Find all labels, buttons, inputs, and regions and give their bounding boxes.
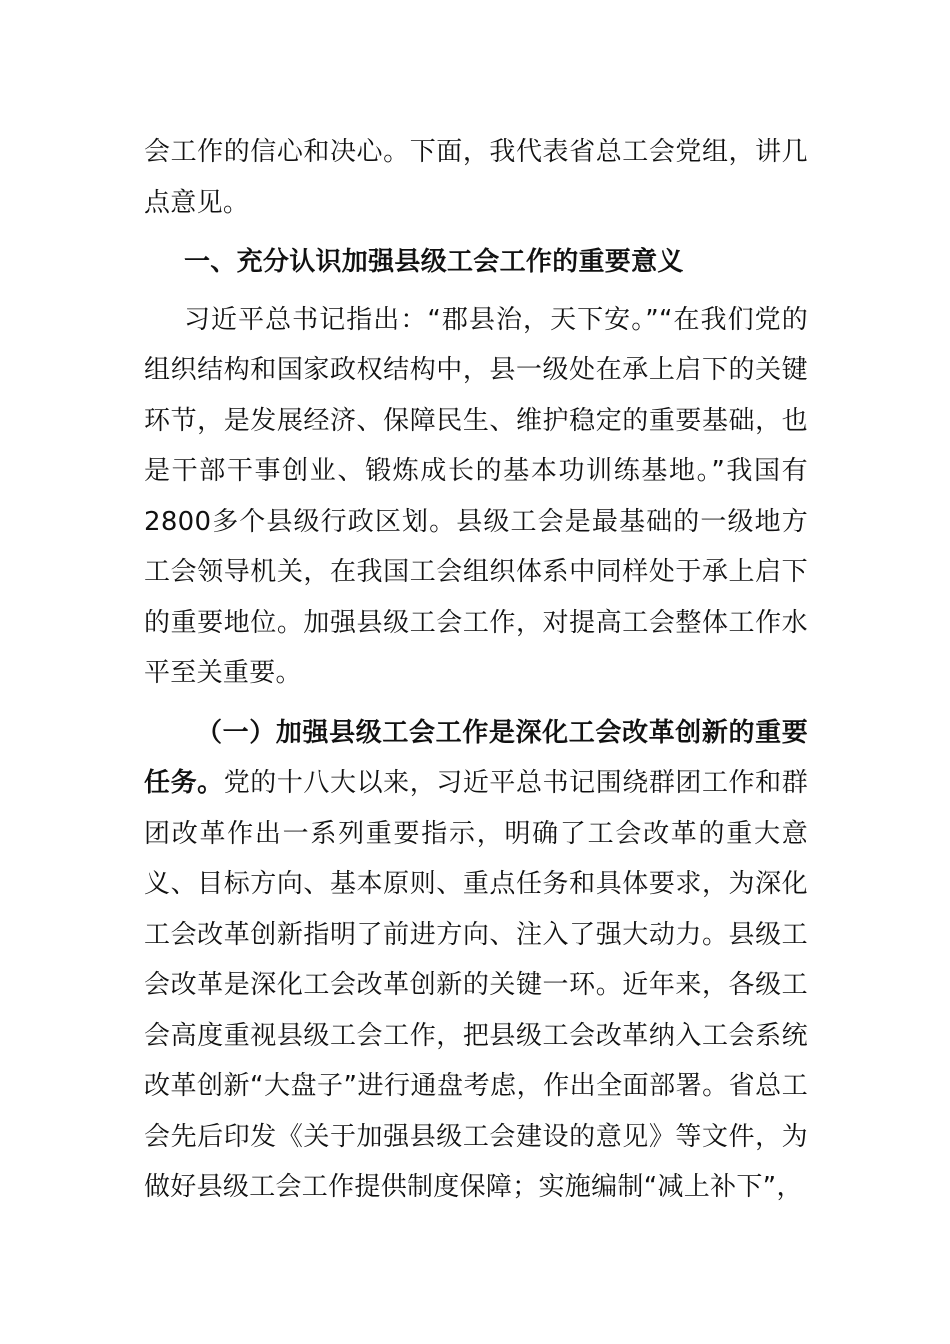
subsection-text: 党的十八大以来，习近平总书记围绕群团工作和群团改革作出一系列重要指示，明确了工会改革的重大意义、目标方向、基本原则、重点任务和具体要求，为深化工会改革创新指明了前进方向、注入了强大动力。县级工会改革是深化工会改革创新的关键一环。近年来，各级工会高度重视县级工会工作，把县级工会改革纳入工会系统改革创新“大盘子”进行通盘考虑，作出全面部署。省总工会先后印发《关于加强县级工会建设的意见》等文件，为做好县级工会工作提供制度保障；实施编制“减上补下”， (144, 768, 808, 1202)
body-paragraph: 习近平总书记指出：“郡县治，天下安。”“在我们党的组织结构和国家政权结构中，县一级处在承上启下的关键环节，是发展经济、保障民生、维护稳定的重要基础，也是干部干事创业、锻炼成长的基本功训练基地。”我国有2800多个县级行政区划。县级工会是最基础的一级地方工会领导机关，在我国工会组织体系中同样处于承上启下的重要地位。加强县级工会工作，对提高工会整体工作水平至关重要。 (144, 304, 808, 688)
intro-paragraph: 会工作的信心和决心。下面，我代表省总工会党组，讲几点意见。 (144, 137, 808, 218)
section-heading: 一、充分认识加强县级工会工作的重要意义 (184, 247, 684, 277)
subsection-paragraph (144, 708, 808, 1213)
subsection-lead: （一）加强县级工会工作是深化工会改革创新的重要任务。 (144, 717, 808, 798)
document-body (144, 127, 808, 1213)
